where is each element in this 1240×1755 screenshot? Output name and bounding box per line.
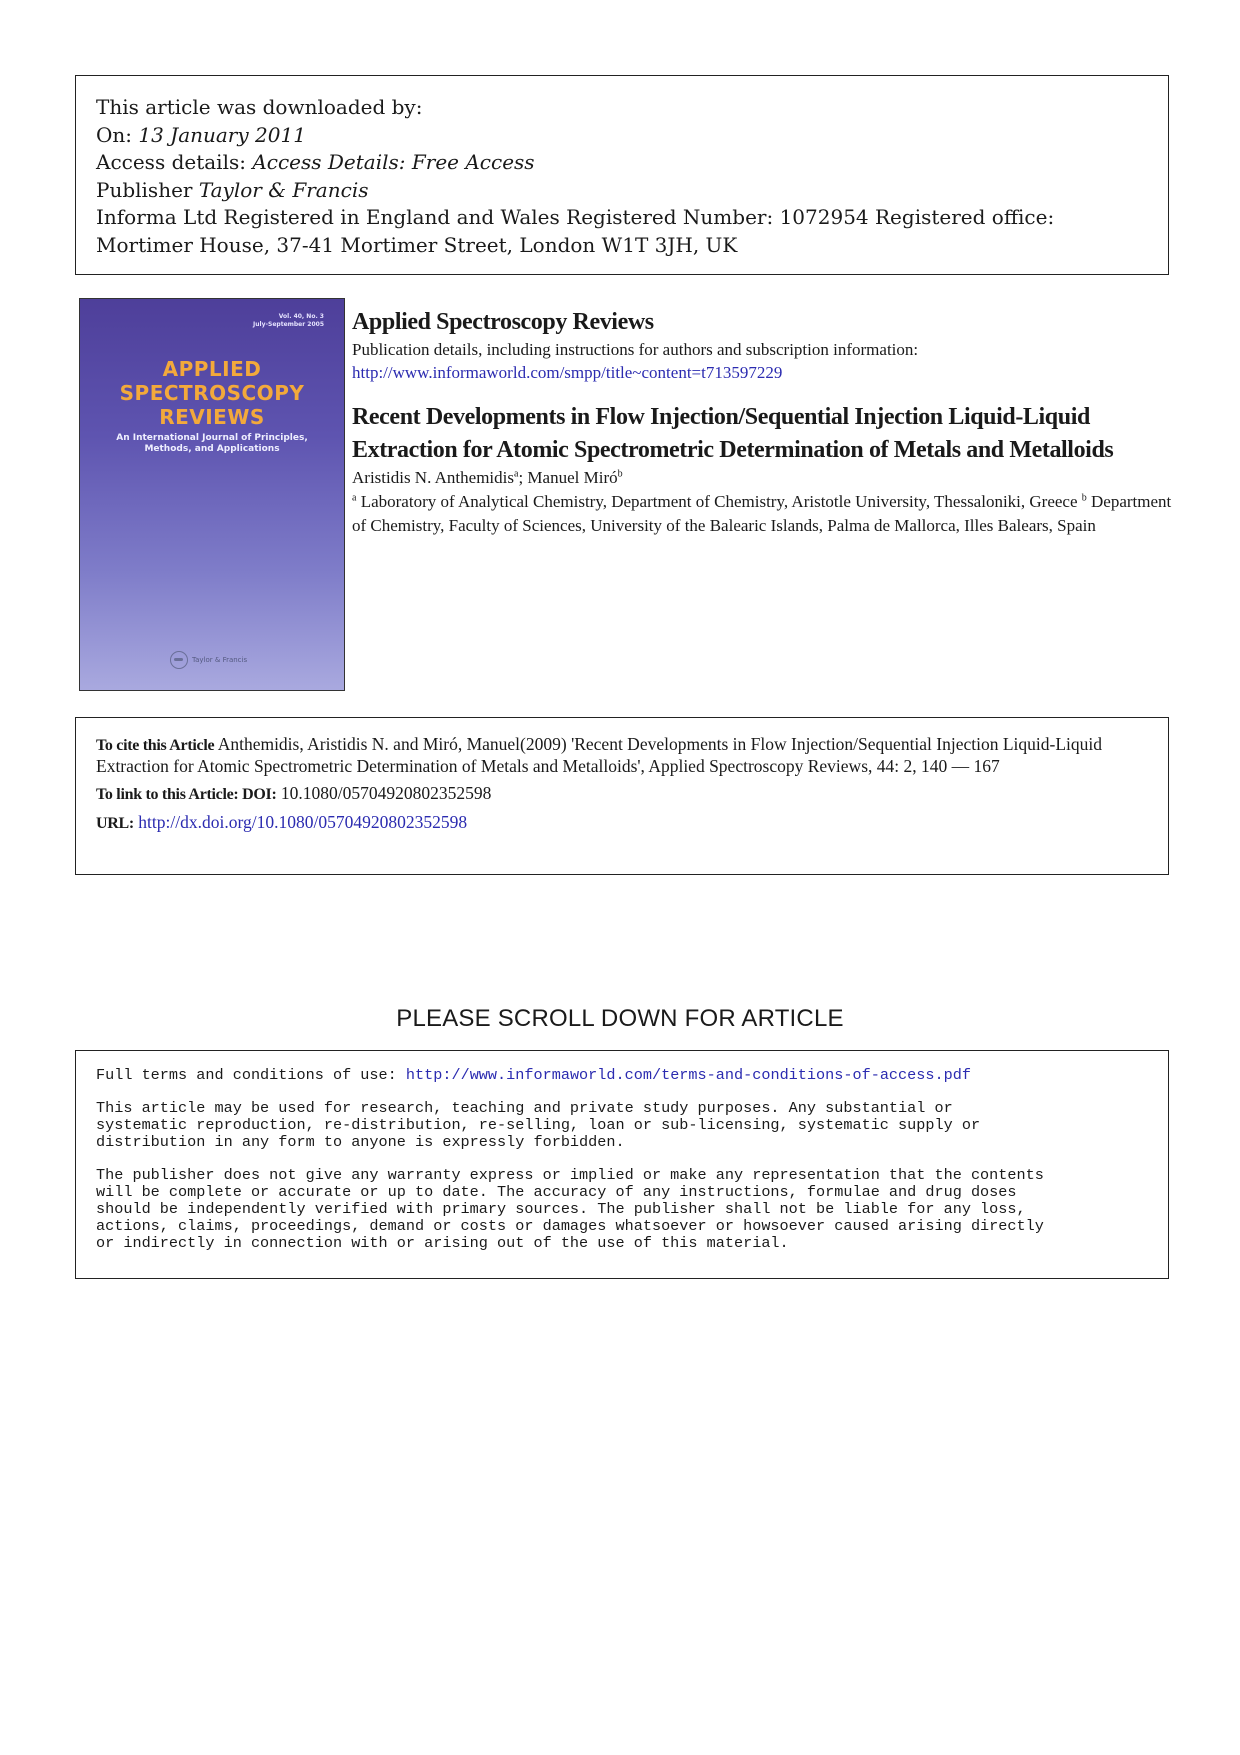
access-value: Access Details: Free Access	[252, 150, 535, 174]
access-details-line	[96, 149, 1148, 177]
access-label: Access details:	[96, 150, 246, 174]
author-name: Manuel Miró	[527, 468, 618, 487]
article-authors	[352, 466, 1172, 490]
author-name: Aristidis N. Anthemidis	[352, 468, 514, 487]
doi-row	[96, 783, 1148, 805]
author-affiliations	[352, 490, 1172, 538]
journal-url-link[interactable]: http://www.informaworld.com/smpp/title~content=t713597229	[352, 363, 783, 382]
cite-this-article	[96, 734, 1148, 776]
cover-subtitle-line: An International Journal of Principles,	[116, 433, 308, 443]
taylor-francis-logo-icon	[170, 651, 188, 669]
author-affiliation-mark: b	[617, 468, 623, 480]
download-date-line	[96, 122, 1148, 150]
author-separator: ;	[518, 468, 528, 487]
cover-title	[80, 357, 344, 429]
download-line: This article was downloaded by:	[96, 95, 423, 119]
affiliation-mark: b	[1081, 492, 1087, 504]
terms-box	[75, 1050, 1169, 1279]
on-label: On:	[96, 122, 133, 147]
cover-subtitle-line: Methods, and Applications	[144, 444, 280, 454]
cover-publisher	[170, 651, 247, 669]
url-row	[96, 812, 1148, 834]
publisher-value: Taylor & Francis	[198, 177, 369, 202]
terms-lead: Full terms and conditions of use:	[96, 1066, 406, 1084]
affiliation-b: Department of Chemistry, Faculty of Sciences, University of the Balearic Islands, Palma de Mallorca, Illes Balears, Spain	[352, 492, 1172, 535]
cover-publisher-name: Taylor & Francis	[192, 656, 248, 664]
doi-label: To link to this Article: DOI:	[96, 786, 277, 803]
cite-text: Anthemidis, Aristidis N. and Miró, Manuel(2009) 'Recent Developments in Flow Injection/Sequential Injection Liquid-Liquid Extraction for Atomic Spectrometric Determination of Metals and Metalloids', Applied Spectroscopy Reviews, 44: 2, 140 — 167	[96, 734, 1103, 776]
article-title: Recent Developments in Flow Injection/Sequential Injection Liquid-Liquid Extraction for Atomic Spectrometric Determination of Metals and Metalloids	[352, 404, 1114, 463]
publisher-label: Publisher	[96, 177, 193, 202]
doi-value: 10.1080/05704920802352598	[276, 783, 492, 803]
terms-lead-paragraph	[96, 1067, 1148, 1084]
cover-title-line: REVIEWS	[159, 405, 265, 429]
scroll-notice: PLEASE SCROLL DOWN FOR ARTICLE	[396, 1005, 844, 1032]
doi-url-link[interactable]: http://dx.doi.org/10.1080/05704920802352598	[133, 812, 468, 832]
download-info-box	[75, 75, 1169, 275]
cite-label: To cite this Article	[96, 737, 215, 754]
publisher-line	[96, 177, 1148, 205]
cover-volume-date: July-September 2005	[253, 321, 324, 328]
journal-cover-image	[79, 298, 345, 691]
journal-title: Applied Spectroscopy Reviews	[352, 309, 654, 335]
author-affiliation-mark: a	[513, 468, 519, 480]
cover-volume-number: Vol. 40, No. 3	[278, 313, 324, 320]
citation-box	[75, 717, 1169, 875]
terms-paragraph-warranty: The publisher does not give any warranty express or implied or make any representation that the contents will be complete or accurate or up to date. The accuracy of any instructions, formulae and drug doses should be independently verified with primary sources. The publisher shall not be liable for any loss, actions, claims, proceedings, demand or costs or damages whatsoever or howsoever caused arising directly or indirectly in connection with or arising out of the use of this material.	[96, 1166, 1044, 1252]
publication-details: Publication details, including instructions for authors and subscription information:	[352, 340, 919, 359]
cover-title-line: APPLIED	[162, 357, 262, 381]
on-value: 13 January 2011	[138, 122, 306, 147]
url-label: URL:	[96, 815, 134, 832]
journal-info	[352, 306, 1172, 538]
terms-url-link[interactable]: http://www.informaworld.com/terms-and-conditions-of-access.pdf	[405, 1066, 971, 1084]
registration-info: Informa Ltd Registered in England and Wales Registered Number: 1072954 Registered office: Mortimer House, 37-41 Mortimer Street, London W1T 3JH, UK	[96, 205, 1055, 257]
cover-title-line: SPECTROSCOPY	[119, 381, 305, 405]
cover-volume	[253, 313, 324, 329]
terms-paragraph-usage: This article may be used for research, teaching and private study purposes. Any substantial or systematic reproduction, re-distribution, re-selling, loan or sub-licensing, systematic supply or distribution in any form to anyone is expressly forbidden.	[96, 1099, 981, 1151]
cover-subtitle	[80, 433, 344, 455]
affiliation-mark: a	[352, 492, 357, 504]
affiliation-a: Laboratory of Analytical Chemistry, Department of Chemistry, Aristotle University, Thessaloniki, Greece	[356, 492, 1082, 511]
